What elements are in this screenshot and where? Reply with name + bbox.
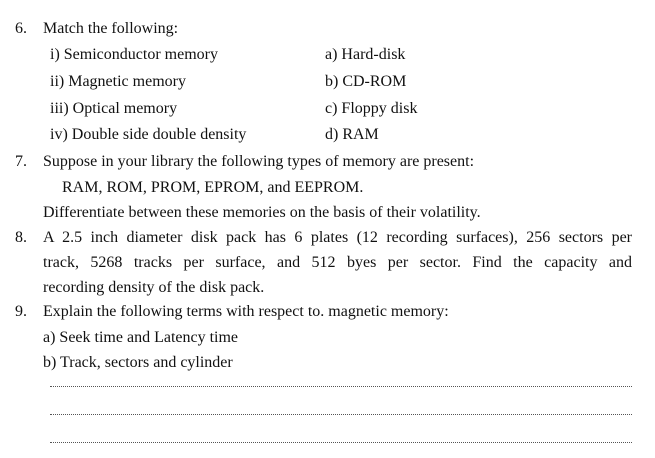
question-8-line-1: A 2.5 inch diameter disk pack has 6 plates (12 recording surfaces), 256 sectors per xyxy=(43,229,632,246)
question-9-item-b: b) Track, sectors and cylinder xyxy=(43,354,233,371)
question-8-line-3: recording density of the disk pack. xyxy=(43,279,265,296)
q6-left-item-4: iv) Double side double density xyxy=(50,126,247,143)
q6-right-item-1: a) Hard-disk xyxy=(325,46,406,63)
q6-left-item-3: iii) Optical memory xyxy=(50,100,178,117)
question-9-prompt: Explain the following terms with respect to. magnetic memory: xyxy=(43,303,449,320)
q6-right-item-3: c) Floppy disk xyxy=(325,100,418,117)
q6-right-item-4: d) RAM xyxy=(325,126,379,143)
question-7-number: 7. xyxy=(15,153,27,170)
q6-right-item-2: b) CD-ROM xyxy=(325,73,407,90)
q6-left-item-2: ii) Magnetic memory xyxy=(50,73,186,90)
question-9-item-a: a) Seek time and Latency time xyxy=(43,329,239,346)
question-6-prompt: Match the following: xyxy=(43,20,179,37)
q6-left-item-1: i) Semiconductor memory xyxy=(50,46,218,63)
question-9-number: 9. xyxy=(15,303,27,320)
answer-line-3 xyxy=(50,442,632,443)
question-7-prompt: Suppose in your library the following types of memory are present: xyxy=(43,153,475,170)
question-6-number: 6. xyxy=(15,20,27,37)
question-8-number: 8. xyxy=(15,229,27,246)
question-7-memory-list: RAM, ROM, PROM, EPROM, and EEPROM. xyxy=(62,179,364,196)
answer-line-1 xyxy=(50,386,632,387)
question-7-instruction: Differentiate between these memories on the basis of their volatility. xyxy=(43,204,481,221)
question-8-line-2: track, 5268 tracks per surface, and 512 byes per sector. Find the capacity and xyxy=(43,254,632,271)
answer-line-2 xyxy=(50,414,632,415)
